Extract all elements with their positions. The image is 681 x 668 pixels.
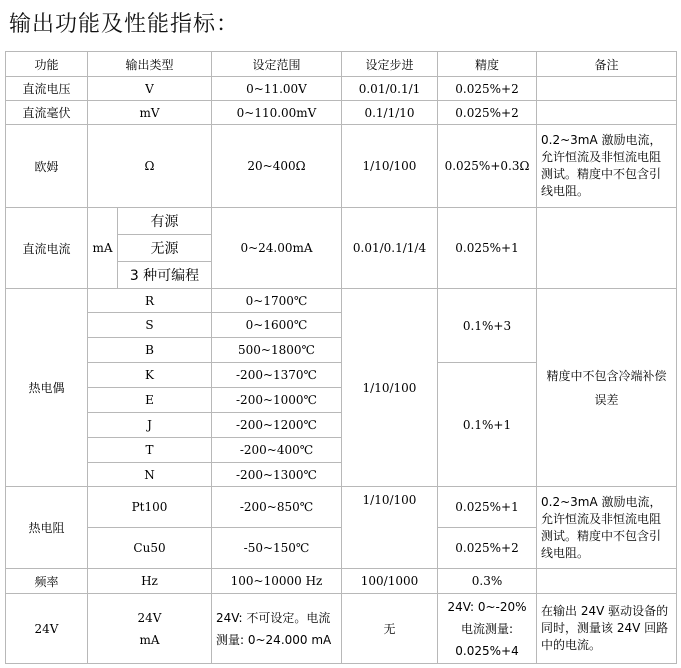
type-cell: T	[88, 438, 212, 463]
note-cell: 精度中不包含冷端补偿误差	[537, 289, 677, 487]
accuracy-cell: 0.3%	[438, 569, 537, 594]
accuracy-line: 0.025%+4	[455, 643, 519, 658]
type-cell: E	[88, 388, 212, 413]
accuracy-cell: 0.025%+1	[438, 487, 537, 528]
function-cell: 频率	[6, 569, 88, 594]
step-cell: 0.01/0.1/1	[342, 77, 438, 101]
range-cell: 20~400Ω	[212, 125, 342, 208]
step-cell: 100/1000	[342, 569, 438, 594]
accuracy-cell: 0.025%+2	[438, 101, 537, 125]
table-row-rtd-pt100	[6, 487, 677, 528]
note-cell: 0.2~3mA 激励电流，允许恒流及非恒流电阻测试。精度中不包含引线电阻。	[537, 487, 677, 569]
range-cell: 0~1700℃	[212, 289, 342, 313]
note-cell	[537, 208, 677, 289]
step-cell: 1/10/100	[342, 125, 438, 208]
note-cell	[537, 569, 677, 594]
note-cell	[537, 77, 677, 101]
page-title: 输出功能及性能指标：	[9, 12, 240, 37]
accuracy-cell: 0.025%+1	[438, 208, 537, 289]
type-cell: J	[88, 413, 212, 438]
table-row-dcmv	[6, 101, 677, 125]
function-cell: 24V	[6, 594, 88, 664]
note-cell: 0.2~3mA 激励电流，允许恒流及非恒流电阻测试。精度中不包含引线电阻。	[537, 125, 677, 208]
type-cell: V	[88, 77, 212, 101]
range-cell: -200~1000℃	[212, 388, 342, 413]
type-cell	[88, 594, 212, 664]
header-step: 设定步进	[342, 52, 438, 77]
subtype-cell: 3 种可编程	[118, 262, 212, 289]
function-cell: 热电阻	[6, 487, 88, 569]
type-cell: mV	[88, 101, 212, 125]
function-cell: 直流电流	[6, 208, 88, 289]
accuracy-line: 24V: 0~-20%	[447, 599, 527, 614]
accuracy-line: 电流测量:	[460, 621, 514, 636]
range-cell: -200~400℃	[212, 438, 342, 463]
function-cell: 直流毫伏	[6, 101, 88, 125]
range-cell: 0~1600℃	[212, 313, 342, 338]
type-cell: Hz	[88, 569, 212, 594]
header-note: 备注	[537, 52, 677, 77]
step-cell: 0.01/0.1/1/4	[342, 208, 438, 289]
range-cell	[212, 594, 342, 664]
header-row	[6, 52, 677, 77]
range-cell: 0~24.00mA	[212, 208, 342, 289]
table-row-24v	[6, 594, 677, 664]
function-cell: 欧姆	[6, 125, 88, 208]
step-cell: 1/10/100	[342, 289, 438, 487]
accuracy-cell	[438, 594, 537, 664]
range-cell: 500~1800℃	[212, 338, 342, 363]
range-line: 24V: 不可设定。电流	[216, 610, 331, 625]
range-cell: -200~1300℃	[212, 463, 342, 487]
step-cell: 无	[342, 594, 438, 664]
note-cell: 在输出 24V 驱动设备的同时，测量该 24V 回路中的电流。	[537, 594, 677, 664]
header-type: 输出类型	[88, 52, 212, 77]
header-range: 设定范围	[212, 52, 342, 77]
table-row-dcv	[6, 77, 677, 101]
function-cell: 热电偶	[6, 289, 88, 487]
table-row-dci	[6, 208, 677, 235]
table-row-tc-r	[6, 289, 677, 313]
type-cell: K	[88, 363, 212, 388]
range-cell: 0~110.00mV	[212, 101, 342, 125]
range-cell: -200~850℃	[212, 487, 342, 528]
type-cell: B	[88, 338, 212, 363]
step-cell: 1/10/100	[342, 487, 438, 569]
accuracy-cell: 0.1%+3	[438, 289, 537, 363]
type-line: mA	[139, 632, 160, 647]
unit-cell: mA	[88, 208, 118, 289]
type-cell: S	[88, 313, 212, 338]
range-cell: -200~1370℃	[212, 363, 342, 388]
range-cell: -50~150℃	[212, 528, 342, 569]
subtype-cell: 有源	[118, 208, 212, 235]
type-cell: Ω	[88, 125, 212, 208]
type-line: 24V	[137, 610, 162, 625]
type-cell: Cu50	[88, 528, 212, 569]
note-cell	[537, 101, 677, 125]
type-cell: N	[88, 463, 212, 487]
function-cell: 直流电压	[6, 77, 88, 101]
range-line: 测量: 0~24.000 mA	[216, 632, 332, 647]
table-row-ohm	[6, 125, 677, 208]
type-cell: R	[88, 289, 212, 313]
header-function: 功能	[6, 52, 88, 77]
spec-table	[5, 51, 677, 664]
subtype-cell: 无源	[118, 235, 212, 262]
accuracy-cell: 0.1%+1	[438, 363, 537, 487]
range-cell: -200~1200℃	[212, 413, 342, 438]
accuracy-cell: 0.025%+0.3Ω	[438, 125, 537, 208]
accuracy-cell: 0.025%+2	[438, 77, 537, 101]
range-cell: 0~11.00V	[212, 77, 342, 101]
type-cell: Pt100	[88, 487, 212, 528]
table-row-freq	[6, 569, 677, 594]
header-accuracy: 精度	[438, 52, 537, 77]
accuracy-cell: 0.025%+2	[438, 528, 537, 569]
range-cell: 100~10000 Hz	[212, 569, 342, 594]
step-cell: 0.1/1/10	[342, 101, 438, 125]
